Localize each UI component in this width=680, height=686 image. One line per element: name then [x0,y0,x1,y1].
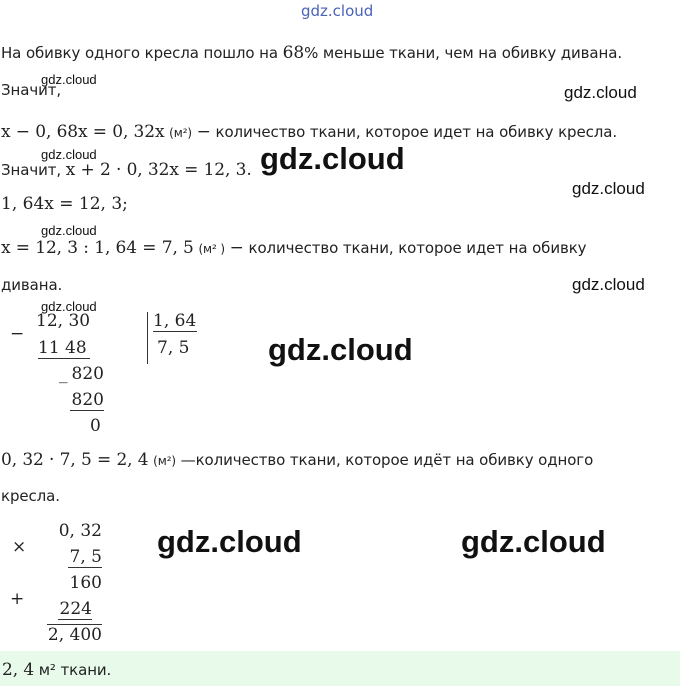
armchair-amount-description: —количество ткани, которое идёт на обивку одного [180,451,594,469]
unit-label: (м²) [169,126,192,140]
watermark-large: gdz.cloud [268,332,413,367]
division-subtrahend-2: 820 [71,390,104,410]
unit-label: (м²) [153,454,176,468]
watermark-large: gdz.cloud [461,524,606,559]
therefore-label: Значит, [1,161,62,179]
watermark-small: gdz.cloud [41,147,97,162]
partial-product-1: 160 [69,573,102,593]
statement-percent-value: 68 [282,43,305,63]
statement-text-b: меньше ткани, чем на обивку дивана. [322,44,622,62]
watermark-large: gdz.cloud [260,141,405,176]
division-dividend: 12, 30 [36,311,91,331]
division-quotient: 7, 5 [157,338,190,358]
sofa-description: количество ткани, которое идет на обивку [248,239,587,257]
unit-label: (м² ) [198,242,225,256]
division-minus-sign: − [10,324,25,344]
armchair-description: количество ткани, которое идет на обивку кресла. [215,123,617,141]
site-watermark: gdz.cloud [301,2,374,20]
multiplicand: 0, 32 [58,521,102,541]
equation-simplified: 1, 64x = 12, 3; [1,194,128,214]
equation-sofa [1,238,586,258]
problem-statement [1,43,622,63]
sofa-description-cont: дивана. [1,276,63,294]
division-zero: 0 [90,416,101,436]
partial-product-2: 224 [59,599,92,619]
watermark-large: gdz.cloud [157,524,302,559]
armchair-equation-math: x − 0, 68x = 0, 32x [1,122,165,142]
dash: − [196,122,211,142]
answer-text [2,660,111,680]
division-bar [147,312,148,364]
dash: − [229,238,244,258]
multiplier: 7, 5 [69,547,102,567]
multiplication-sign: × [12,537,27,557]
watermark-medium: gdz.cloud [572,275,645,294]
division-remainder: 820 [71,364,104,384]
answer-box [0,651,680,686]
line-therefore-1: Значит, [1,81,62,99]
answer-unit: м² ткани. [38,661,112,679]
sofa-equation-math: x = 12, 3 : 1, 64 = 7, 5 [1,238,194,258]
watermark-medium: gdz.cloud [572,179,645,198]
statement-text-a: На обивку одного кресла пошло на [1,44,278,62]
watermark-small: gdz.cloud [41,72,97,87]
armchair-amount-math: 0, 32 · 7, 5 = 2, 4 [1,450,149,470]
total-equation-math: x + 2 · 0, 32x = 12, 3. [65,160,252,180]
division-subtrahend-1: 11 48 [38,338,90,359]
equation-armchair [1,122,617,142]
product-result: 2, 400 [47,625,102,645]
division-remainder-mark: _ [59,364,68,384]
division-divisor: 1, 64 [153,311,197,331]
watermark-small: gdz.cloud [41,299,97,314]
watermark-small: gdz.cloud [41,223,97,238]
equation-total [1,160,252,180]
answer-value: 2, 4 [2,660,35,680]
armchair-amount-description-cont: кресла. [1,487,60,505]
statement-percent-sign: % [304,44,319,62]
watermark-medium: gdz.cloud [564,83,637,102]
plus-sign: + [10,589,25,609]
equation-armchair-amount [1,450,593,470]
